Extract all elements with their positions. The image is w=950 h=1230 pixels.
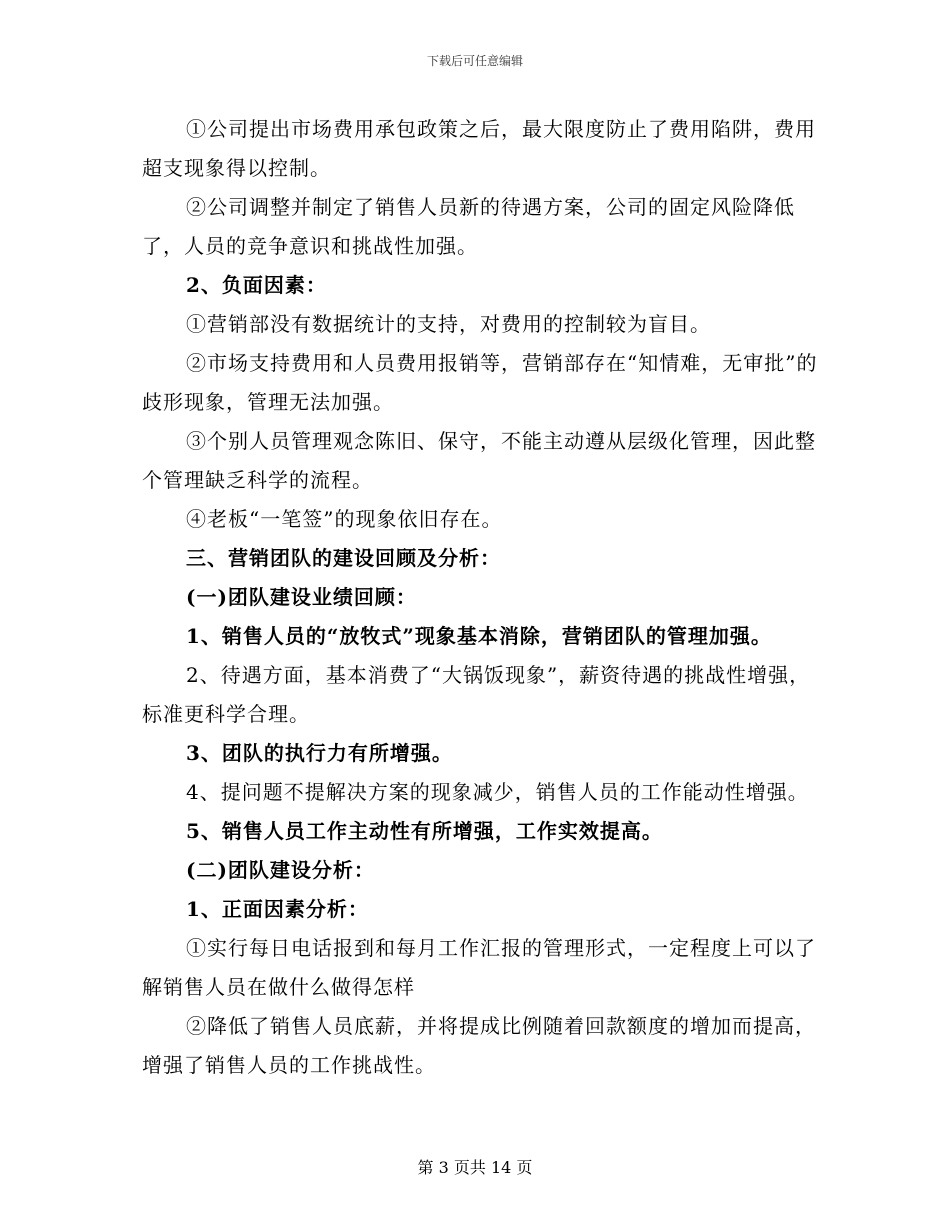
- paragraph: ①实行每日电话报到和每月工作汇报的管理形式，一定程度上可以了解销售人员在做什么做得怎样: [142, 936, 816, 999]
- paragraph: 4、提问题不提解决方案的现象减少，销售人员的工作能动性增强。: [186, 780, 809, 804]
- document-body: [142, 110, 822, 1085]
- page-header: 下载后可任意编辑: [426, 54, 523, 68]
- paragraph: 1、销售人员的“放牧式”现象基本消除，营销团队的管理加强。: [186, 624, 772, 648]
- paragraph: ②市场支持费用和人员费用报销等，营销部存在“知情难，无审批”的歧形现象，管理无法加强。: [142, 351, 818, 414]
- paragraph: ④老板“一笔签”的现象依旧存在。: [186, 507, 503, 531]
- paragraph: ③个别人员管理观念陈旧、保守，不能主动遵从层级化管理，因此整个管理缺乏科学的流程。: [142, 429, 816, 492]
- section-heading: 三、营销团队的建设回顾及分析：: [186, 546, 501, 570]
- paragraph: ②降低了销售人员底薪，并将提成比例随着回款额度的增加而提高，增强了销售人员的工作挑战性。: [142, 1014, 816, 1077]
- paragraph: ②公司调整并制定了销售人员新的待遇方案，公司的固定风险降低了，人员的竞争意识和挑战性加强。: [142, 195, 795, 258]
- subheading: (一)团队建设业绩回顾：: [186, 585, 417, 609]
- paragraph: 2、待遇方面，基本消费了“大锅饭现象”，薪资待遇的挑战性增强，标准更科学合理。: [142, 663, 811, 726]
- subheading: (二)团队建设分析：: [186, 858, 375, 882]
- paragraph: ①公司提出市场费用承包政策之后，最大限度防止了费用陷阱，费用超支现象得以控制。: [142, 117, 816, 180]
- paragraph: 5、销售人员工作主动性有所增强，工作实效提高。: [186, 819, 663, 843]
- subheading: 2、负面因素：: [186, 273, 327, 297]
- paragraph: ①营销部没有数据统计的支持，对费用的控制较为盲目。: [186, 312, 711, 336]
- paragraph: 3、团队的执行力有所增强。: [186, 741, 453, 765]
- page-footer: 第 3 页共 14 页: [417, 1158, 533, 1177]
- subheading: 1、正面因素分析：: [186, 897, 369, 921]
